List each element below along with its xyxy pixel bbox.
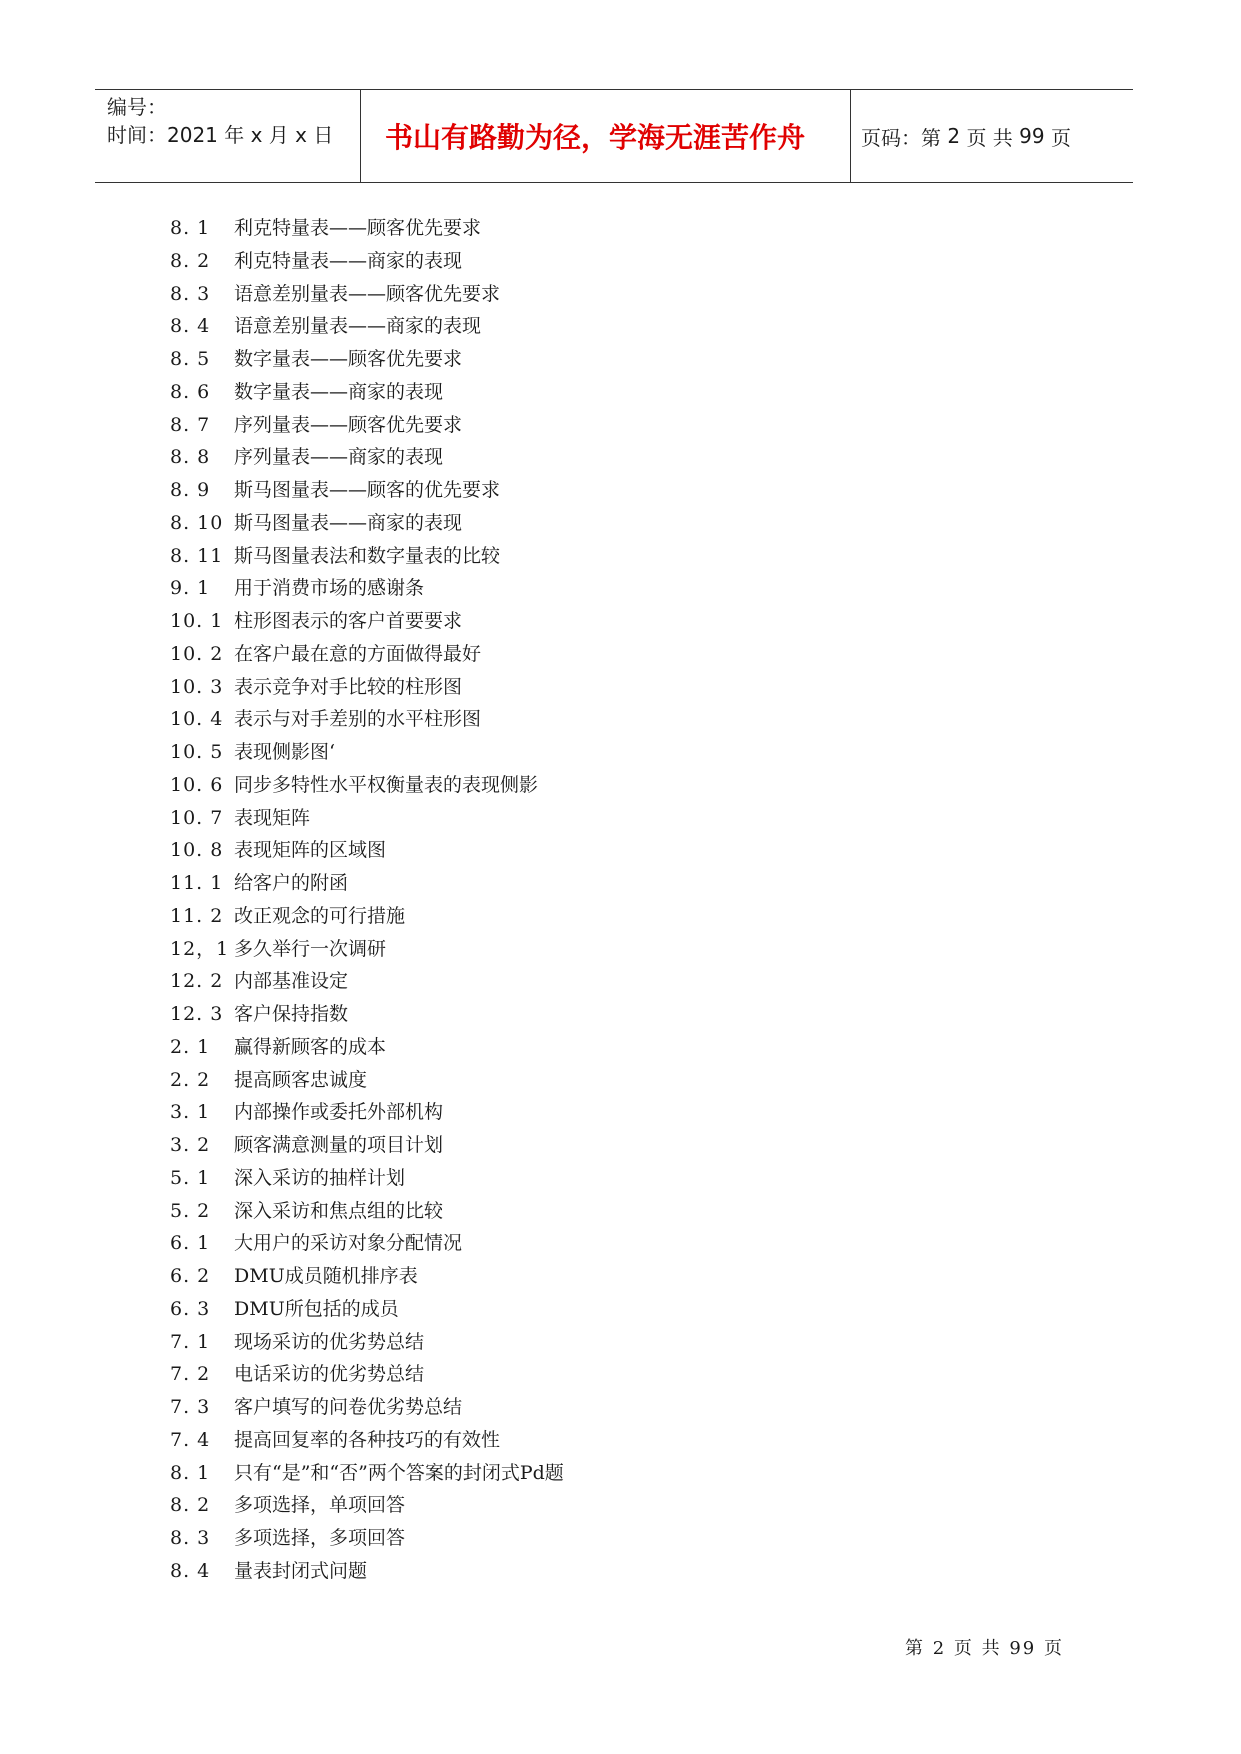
toc-entry-title: 提高回复率的各种技巧的有效性 [234,1428,501,1451]
toc-entry [170,310,564,343]
toc-entry-number: 10. 7 [170,806,224,829]
header-meta [95,90,361,182]
toc-entry-title: 只有“是”和“否”两个答案的封闭式Pd题 [234,1461,564,1484]
toc-entry-title: 利克特量表——顾客优先要求 [234,217,482,239]
toc-entry-title: 客户保持指数 [234,1003,349,1025]
toc-entry-title: 柱形图表示的客户首要要求 [234,610,463,632]
toc-entry [170,1129,564,1162]
toc-entry-title: 表现矩阵 [234,806,311,829]
toc-entry [170,507,564,540]
toc-entry-title: 多项选择，单项回答 [234,1494,406,1517]
toc-entry [170,867,564,900]
toc-entry-title: 利克特量表——商家的表现 [234,249,463,272]
toc-entry [170,802,564,835]
toc-entry-number: 10. 2 [170,642,224,665]
time-label: 时间：2021 年 x 月 x 日 [107,123,334,147]
toc-entry-number: 10. 5 [170,741,224,763]
toc-entry [170,1260,564,1293]
toc-entry [170,703,564,736]
toc-entry-title: 量表封闭式问题 [234,1559,368,1582]
toc-entry [170,1096,564,1129]
toc-entry-title: 内部操作或委托外部机构 [234,1101,444,1124]
toc-entry-number: 8. 10 [170,511,224,534]
toc-entry [170,1424,564,1457]
toc-entry [170,965,564,998]
toc-entry [170,638,564,671]
page-footer: 第 2 页 共 99 页 [905,1638,1064,1659]
toc-entry [170,1326,564,1359]
toc-entry [170,1457,564,1490]
table-of-figures [170,212,564,1588]
toc-entry-number: 10. 3 [170,675,224,698]
toc-entry-number: 12. 2 [170,970,224,993]
toc-entry-number: 8. 2 [170,249,211,272]
toc-entry-title: 表示与对手差别的水平柱形图 [234,708,482,731]
toc-entry-title: 序列量表——商家的表现 [234,446,444,469]
toc-entry [170,376,564,409]
toc-entry-title: 表现侧影图‘ [234,741,336,763]
number-label: 编号： [107,95,167,119]
toc-entry [170,278,564,311]
toc-entry [170,605,564,638]
toc-entry [170,1358,564,1391]
toc-entry [170,540,564,573]
toc-entry [170,212,564,245]
toc-entry [170,769,564,802]
toc-entry-title: 深入采访的抽样计划 [234,1166,406,1189]
toc-entry [170,834,564,867]
toc-entry-number: 7. 1 [170,1330,211,1353]
toc-entry-number: 5. 1 [170,1166,211,1189]
toc-entry-number: 6. 3 [170,1297,211,1320]
toc-entry-title: 赢得新顾客的成本 [234,1035,387,1058]
toc-entry-number: 8. 1 [170,1461,211,1484]
page-label: 页码：第 [861,125,941,150]
toc-entry [170,245,564,278]
toc-entry [170,572,564,605]
toc-entry [170,409,564,442]
page-number: 2 [947,124,961,148]
toc-entry [170,1555,564,1588]
toc-entry [170,343,564,376]
toc-entry-number: 10. 8 [170,839,224,862]
toc-entry [170,900,564,933]
toc-entry-number: 8. 6 [170,380,211,403]
toc-entry [170,1195,564,1228]
toc-entry [170,671,564,704]
toc-entry-title: 斯马图量表——顾客的优先要求 [234,479,501,501]
toc-entry-number: 9. 1 [170,577,211,600]
toc-entry-title: 多久举行一次调研 [234,937,387,960]
toc-entry-number: 2. 1 [170,1035,211,1058]
toc-entry-title: 序列量表——顾客优先要求 [234,413,463,436]
toc-entry [170,998,564,1031]
toc-entry-number: 8. 8 [170,446,211,469]
toc-entry-number: 2. 2 [170,1068,211,1091]
toc-entry-title: 同步多特性水平权衡量表的表现侧影 [234,773,539,796]
page-end-label: 页 [1050,125,1071,150]
toc-entry [170,441,564,474]
toc-entry-title: DMU成员随机排序表 [234,1265,418,1287]
toc-entry-number: 8. 7 [170,413,211,436]
toc-entry [170,474,564,507]
toc-entry-title: 现场采访的优劣势总结 [234,1330,425,1353]
document-header [95,89,1133,183]
toc-entry-number: 8. 5 [170,348,211,370]
toc-entry-title: 表示竞争对手比较的柱形图 [234,675,463,698]
toc-entry-title: 语意差别量表——顾客优先要求 [234,282,501,305]
toc-entry-title: 表现矩阵的区域图 [234,839,387,862]
toc-entry-title: 深入采访和焦点组的比较 [234,1199,444,1222]
toc-entry-number: 8. 4 [170,315,211,338]
toc-entry-number: 8. 2 [170,1494,211,1517]
toc-entry [170,1031,564,1064]
toc-entry [170,933,564,966]
toc-entry [170,736,564,769]
toc-entry-number: 10. 4 [170,708,224,731]
toc-entry-number: 7. 4 [170,1428,211,1451]
toc-entry-number: 10. 1 [170,610,224,632]
toc-entry-title: DMU所包括的成员 [234,1297,399,1320]
toc-entry-number: 5. 2 [170,1199,211,1222]
toc-entry-title: 电话采访的优劣势总结 [234,1363,425,1386]
header-motto: 书山有路勤为径，学海无涯苦作舟 [361,90,851,182]
toc-entry [170,1522,564,1555]
toc-entry-title: 斯马图量表法和数字量表的比较 [234,544,501,567]
page-total: 99 [1019,124,1045,148]
toc-entry [170,1162,564,1195]
toc-entry-title: 大用户的采访对象分配情况 [234,1232,463,1255]
toc-entry-number: 8. 4 [170,1559,211,1582]
toc-entry-number: 8. 3 [170,1527,211,1549]
toc-entry-number: 6. 1 [170,1232,211,1255]
page-mid-label: 页 共 [966,125,1013,150]
toc-entry-number: 3. 1 [170,1101,211,1124]
toc-entry-title: 提高顾客忠诚度 [234,1068,368,1091]
toc-entry-title: 数字量表——商家的表现 [234,380,444,403]
toc-entry-title: 顾客满意测量的项目计划 [234,1134,444,1156]
toc-entry-number: 7. 3 [170,1396,211,1418]
toc-entry-number: 8. 3 [170,282,211,305]
toc-entry [170,1391,564,1424]
toc-entry-number: 11. 2 [170,904,224,927]
toc-entry-number: 7. 2 [170,1363,211,1386]
toc-entry [170,1293,564,1326]
toc-entry-title: 在客户最在意的方面做得最好 [234,642,482,665]
toc-entry-number: 8. 9 [170,479,211,501]
toc-entry-number: 3. 2 [170,1134,211,1156]
toc-entry-title: 语意差别量表——商家的表现 [234,315,482,338]
toc-entry-number: 8. 1 [170,217,211,239]
toc-entry-number: 10. 6 [170,773,224,796]
toc-entry-title: 客户填写的问卷优劣势总结 [234,1396,463,1418]
toc-entry-title: 数字量表——顾客优先要求 [234,348,463,370]
toc-entry-title: 内部基准设定 [234,970,349,993]
toc-entry-number: 11. 1 [170,872,224,894]
toc-entry-title: 给客户的附函 [234,872,349,894]
toc-entry [170,1064,564,1097]
toc-entry-title: 斯马图量表——商家的表现 [234,511,463,534]
toc-entry-number: 8. 11 [170,544,224,567]
toc-entry [170,1489,564,1522]
toc-entry-number: 12. 3 [170,1003,224,1025]
header-page-info [851,90,1133,182]
toc-entry [170,1227,564,1260]
toc-entry-number: 6. 2 [170,1265,211,1287]
toc-entry-title: 改正观念的可行措施 [234,904,406,927]
toc-entry-number: 12，1 [170,937,230,960]
toc-entry-title: 用于消费市场的感谢条 [234,577,425,600]
toc-entry-title: 多项选择，多项回答 [234,1527,406,1549]
